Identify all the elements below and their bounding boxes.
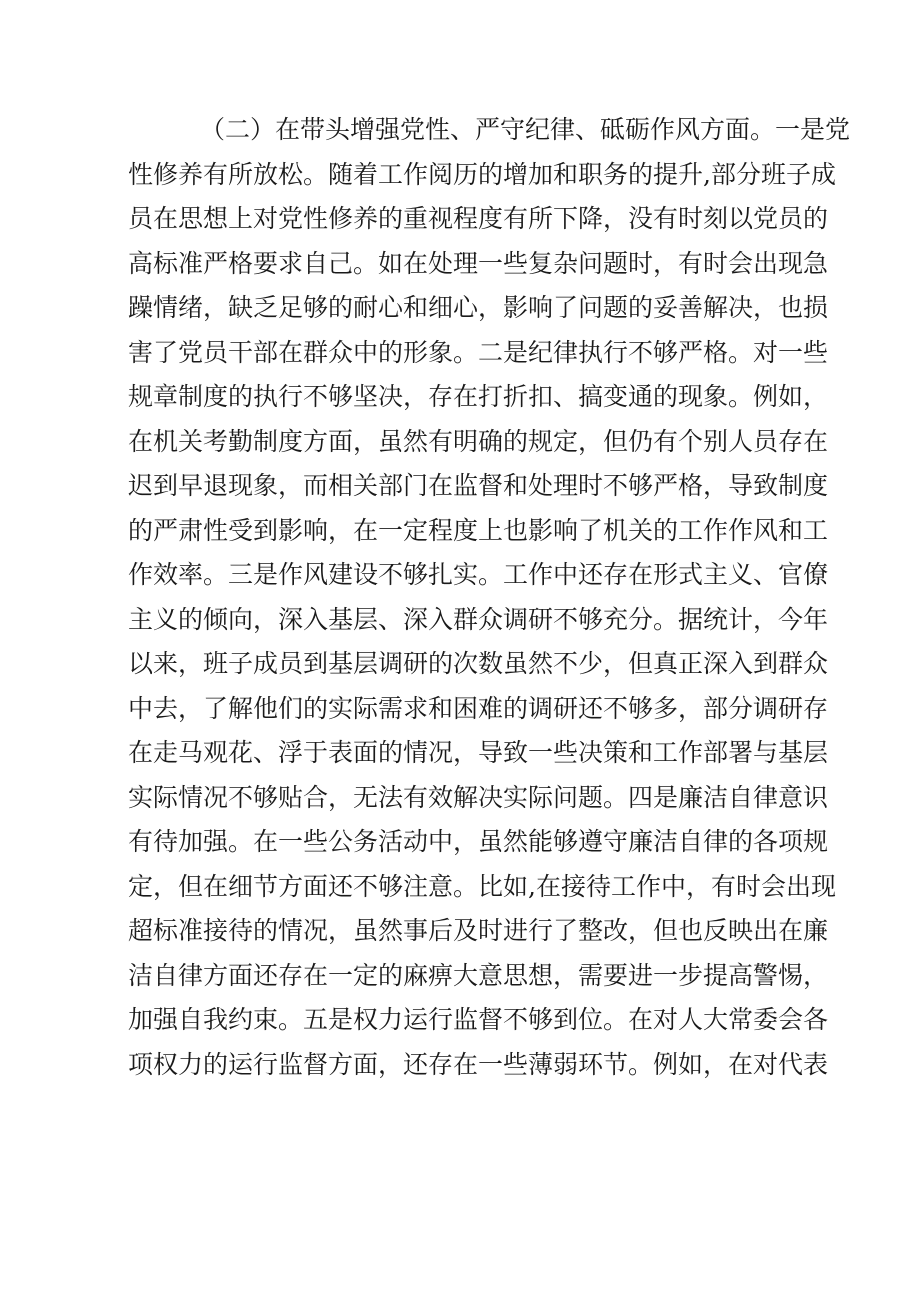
- paragraph-line-1: （二）在带头增强党性、严守纪律、砥砺作风方面。一是党: [200, 115, 851, 144]
- paragraph-line-9: 迟到早退现象，而相关部门在监督和处理时不够严格，导致制度: [128, 471, 829, 500]
- paragraph-line-8: 在机关考勤制度方面，虽然有明确的规定，但仍有个别人员存在: [128, 426, 829, 456]
- paragraph-line-14: 中去，了解他们的实际需求和困难的调研还不够多，部分调研存: [128, 693, 829, 723]
- body-paragraph: [128, 108, 851, 1087]
- paragraph-line-2: 性修养有所放松。随着工作阅历的增加和职务的提升,部分班子成: [128, 159, 836, 189]
- paragraph-line-3: 员在思想上对党性修养的重视程度有所下降，没有时刻以党员的: [128, 204, 829, 233]
- paragraph-line-11: 作效率。三是作风建设不够扎实。工作中还存在形式主义、官僚: [128, 560, 829, 589]
- paragraph-line-13: 以来，班子成员到基层调研的次数虽然不少，但真正深入到群众: [128, 649, 829, 678]
- paragraph-line-19: 超标准接待的情况，虽然事后及时进行了整改，但也反映出在廉: [128, 916, 829, 945]
- paragraph-line-4: 高标准严格要求自己。如在处理一些复杂问题时，有时会出现急: [128, 248, 829, 278]
- paragraph-line-12: 主义的倾向，深入基层、深入群众调研不够充分。据统计，今年: [128, 604, 829, 634]
- paragraph-line-17: 有待加强。在一些公务活动中，虽然能够遵守廉洁自律的各项规: [128, 827, 829, 856]
- paragraph-line-16: 实际情况不够贴合，无法有效解决实际问题。四是廉洁自律意识: [128, 782, 829, 812]
- paragraph-line-10: 的严肃性受到影响，在一定程度上也影响了机关的工作作风和工: [128, 515, 829, 545]
- paragraph-line-18: 定，但在细节方面还不够注意。比如,在接待工作中，有时会出现: [128, 871, 836, 901]
- paragraph-line-6: 害了党员干部在群众中的形象。二是纪律执行不够严格。对一些: [128, 337, 829, 367]
- paragraph-line-15: 在走马观花、浮于表面的情况，导致一些决策和工作部署与基层: [128, 738, 829, 767]
- paragraph-line-22: 项权力的运行监督方面，还存在一些薄弱环节。例如，在对代表: [128, 1049, 829, 1079]
- paragraph-line-5: 躁情绪，缺乏足够的耐心和细心，影响了问题的妥善解决，也损: [128, 293, 829, 322]
- paragraph-line-20: 洁自律方面还存在一定的麻痹大意思想，需要进一步提高警惕，: [128, 960, 829, 990]
- paragraph-line-21: 加强自我约束。五是权力运行监督不够到位。在对人大常委会各: [128, 1005, 829, 1034]
- paragraph-line-7: 规章制度的执行不够坚决，存在打折扣、搞变通的现象。例如，: [128, 382, 829, 411]
